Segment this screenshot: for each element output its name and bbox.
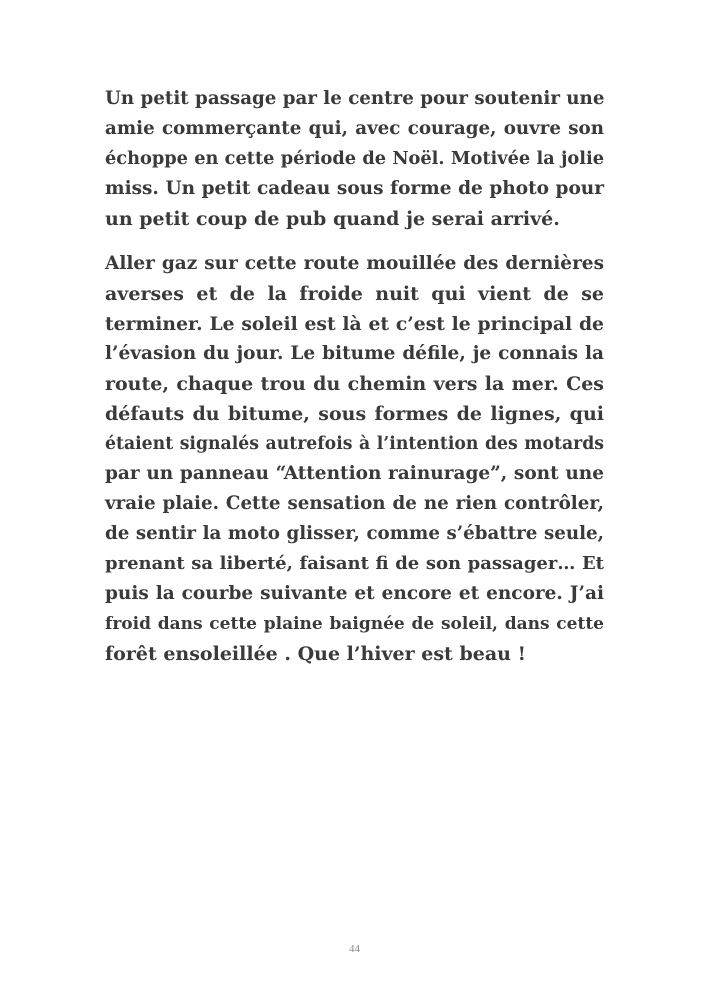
paragraph-2 bbox=[105, 249, 604, 669]
paragraph-2-line-8: par un panneau “Attention rainurage”, sont une bbox=[105, 463, 604, 484]
paragraph-2-line-6: défauts du bitume, sous formes de lignes, qui bbox=[105, 403, 604, 425]
paragraph-2-line-9: vraie plaie. Cette sensation de ne rien contrôler, bbox=[105, 493, 604, 514]
paragraph-2-line-3: terminer. Le soleil est là et c’est le principal de bbox=[105, 313, 604, 335]
page-number: 44 bbox=[349, 943, 360, 955]
paragraph-1-line-2: amie commerçante qui, avec courage, ouvre son bbox=[105, 118, 604, 139]
paragraph-2-line-2: averses et de la froide nuit qui vient de se bbox=[105, 283, 604, 305]
paragraph-2-line-1: Aller gaz sur cette route mouillée des dernières bbox=[105, 253, 604, 274]
paragraph-2-line-10: de sentir la moto glisser, comme s’ébattre seule, bbox=[105, 523, 604, 544]
paragraph-1-line-4: miss. Un petit cadeau sous forme de photo pour bbox=[105, 178, 604, 199]
paragraph-2-line-4: l’évasion du jour. Le bitume défile, je connais la bbox=[105, 343, 604, 364]
paragraph-2-line-7: étaient signalés autrefois à l’intention des motards bbox=[105, 434, 604, 454]
paragraph-2-line-14: forêt ensoleillée . Que l’hiver est beau ! bbox=[105, 643, 526, 665]
paragraph-1-line-1: Un petit passage par le centre pour soutenir une bbox=[105, 88, 605, 109]
body-text bbox=[105, 84, 604, 669]
paragraph-1-line-3: échoppe en cette période de Noël. Motivée la jolie bbox=[105, 148, 604, 169]
paragraph-1-line-5: un petit coup de pub quand je serai arrivé. bbox=[105, 208, 560, 230]
paragraph-2-line-13: froid dans cette plaine baignée de soleil, dans cette bbox=[105, 614, 604, 634]
paragraph-2-line-12: puis la courbe suivante et encore et encore. J’ai bbox=[105, 583, 604, 604]
paragraph-2-line-11: prenant sa liberté, faisant fi de son passager… Et bbox=[105, 553, 604, 574]
paragraph-1 bbox=[105, 84, 604, 234]
paragraph-2-line-5: route, chaque trou du chemin vers la mer. Ces bbox=[105, 373, 604, 395]
